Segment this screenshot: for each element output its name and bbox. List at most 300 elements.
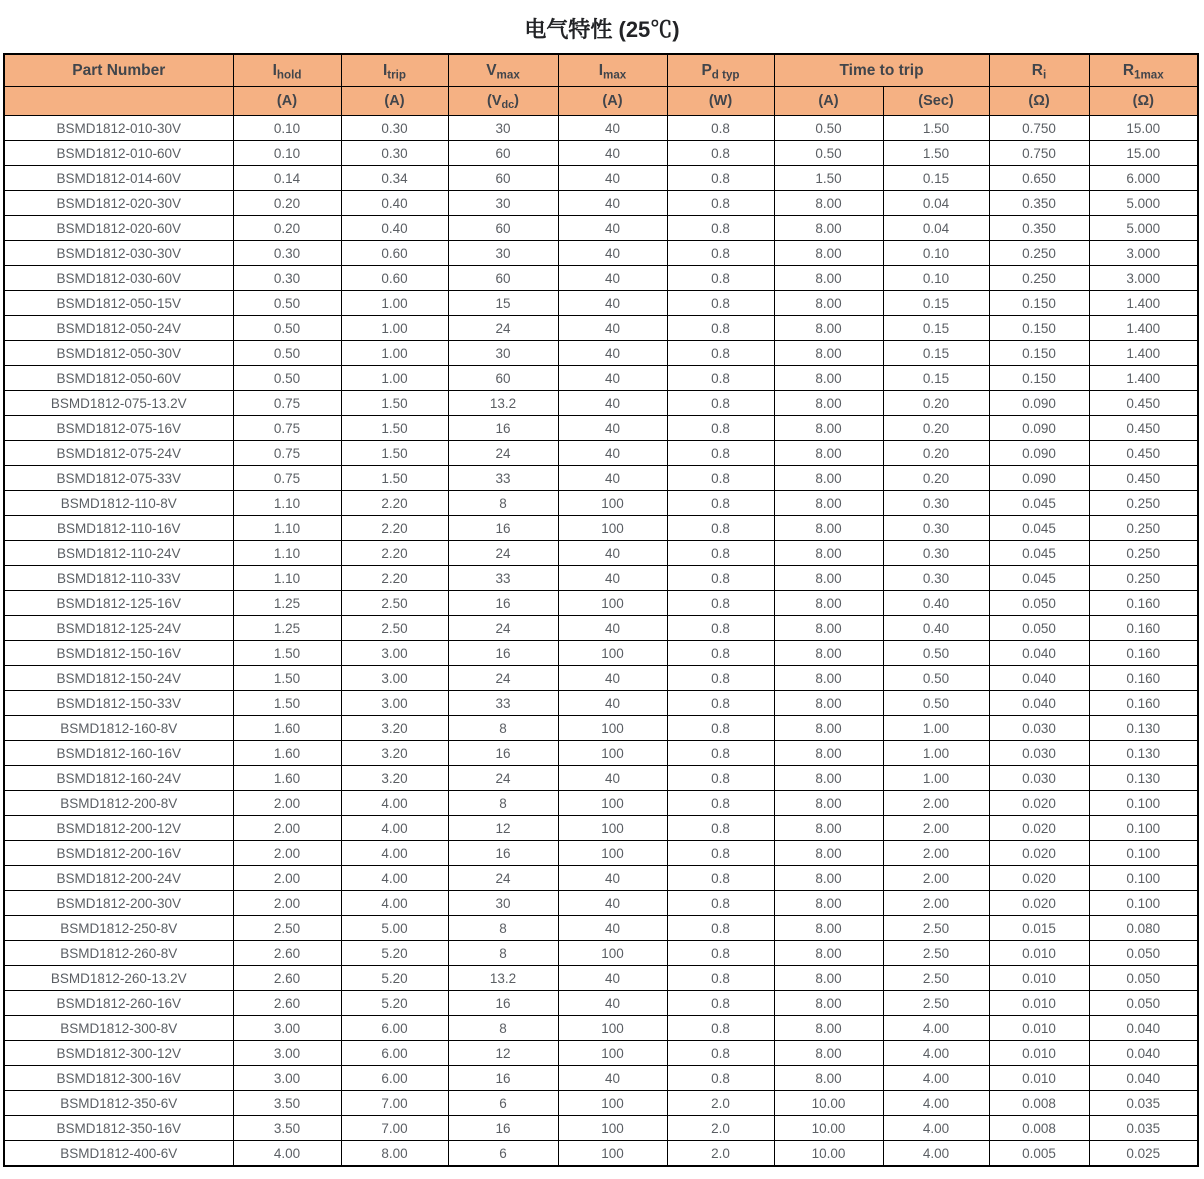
value-cell: 6.00 (341, 1041, 448, 1066)
value-cell: 0.450 (1089, 416, 1198, 441)
value-cell: 1.00 (341, 291, 448, 316)
value-cell: 0.040 (989, 691, 1089, 716)
value-cell: 0.090 (989, 441, 1089, 466)
value-cell: 4.00 (341, 841, 448, 866)
value-cell: 16 (448, 841, 558, 866)
value-cell: 8.00 (774, 316, 883, 341)
value-cell: 40 (558, 666, 667, 691)
value-cell: 0.8 (667, 666, 774, 691)
value-cell: 0.60 (341, 241, 448, 266)
value-cell: 1.50 (774, 166, 883, 191)
unit-trip-amps (774, 87, 883, 116)
table-row (4, 341, 1198, 366)
value-cell: 0.8 (667, 366, 774, 391)
value-cell: 0.050 (1089, 941, 1198, 966)
value-cell: 0.10 (233, 116, 341, 141)
value-cell: 33 (448, 466, 558, 491)
value-cell: 100 (558, 716, 667, 741)
value-cell: 0.450 (1089, 466, 1198, 491)
value-cell: 5.20 (341, 991, 448, 1016)
part-number-cell: BSMD1812-050-15V (4, 291, 233, 316)
value-cell: 4.00 (883, 1066, 989, 1091)
value-cell: 0.010 (989, 991, 1089, 1016)
value-cell: 8.00 (774, 891, 883, 916)
value-cell: 8 (448, 916, 558, 941)
value-cell: 10.00 (774, 1141, 883, 1167)
value-cell: 0.8 (667, 741, 774, 766)
value-cell: 0.50 (233, 366, 341, 391)
value-cell: 100 (558, 641, 667, 666)
value-cell: 8.00 (774, 391, 883, 416)
value-cell: 0.50 (233, 341, 341, 366)
value-cell: 0.250 (1089, 566, 1198, 591)
value-cell: 4.00 (883, 1141, 989, 1167)
table-row (4, 191, 1198, 216)
value-cell: 0.650 (989, 166, 1089, 191)
value-cell: 1.60 (233, 766, 341, 791)
value-cell: 8.00 (774, 341, 883, 366)
value-cell: 2.20 (341, 566, 448, 591)
value-cell: 24 (448, 866, 558, 891)
value-cell: 8.00 (774, 791, 883, 816)
value-cell: 2.20 (341, 491, 448, 516)
value-cell: 3.50 (233, 1116, 341, 1141)
value-cell: 8.00 (774, 191, 883, 216)
value-cell: 40 (558, 691, 667, 716)
value-cell: 1.400 (1089, 341, 1198, 366)
value-cell: 40 (558, 341, 667, 366)
value-cell: 8.00 (774, 216, 883, 241)
value-cell: 0.040 (1089, 1041, 1198, 1066)
table-row (4, 691, 1198, 716)
value-cell: 0.30 (883, 566, 989, 591)
unit-trip-sec (883, 87, 989, 116)
value-cell: 12 (448, 816, 558, 841)
value-cell: 0.750 (989, 116, 1089, 141)
part-number-cell: BSMD1812-020-30V (4, 191, 233, 216)
table-row (4, 716, 1198, 741)
value-cell: 2.00 (233, 866, 341, 891)
unit-label: (A) (602, 93, 623, 109)
value-cell: 0.8 (667, 491, 774, 516)
value-cell: 0.8 (667, 316, 774, 341)
part-number-cell: BSMD1812-125-24V (4, 616, 233, 641)
value-cell: 4.00 (341, 791, 448, 816)
value-cell: 30 (448, 116, 558, 141)
header-vmax (448, 54, 558, 87)
value-cell: 0.150 (989, 316, 1089, 341)
value-cell: 0.8 (667, 916, 774, 941)
value-cell: 0.8 (667, 216, 774, 241)
value-cell: 100 (558, 841, 667, 866)
unit-pd (667, 87, 774, 116)
value-cell: 0.8 (667, 866, 774, 891)
table-row (4, 241, 1198, 266)
value-cell: 0.050 (1089, 991, 1198, 1016)
value-cell: 0.8 (667, 441, 774, 466)
value-cell: 4.00 (883, 1016, 989, 1041)
value-cell: 2.0 (667, 1116, 774, 1141)
value-cell: 0.40 (341, 191, 448, 216)
value-cell: 40 (558, 166, 667, 191)
table-row (4, 141, 1198, 166)
value-cell: 24 (448, 616, 558, 641)
part-number-cell: BSMD1812-110-16V (4, 516, 233, 541)
value-cell: 0.250 (1089, 491, 1198, 516)
value-cell: 8.00 (774, 491, 883, 516)
value-cell: 0.14 (233, 166, 341, 191)
unit-ihold (233, 87, 341, 116)
table-row (4, 1116, 1198, 1141)
value-cell: 0.050 (989, 616, 1089, 641)
part-number-cell: BSMD1812-030-30V (4, 241, 233, 266)
value-cell: 60 (448, 266, 558, 291)
value-cell: 0.045 (989, 541, 1089, 566)
value-cell: 16 (448, 416, 558, 441)
value-cell: 8 (448, 941, 558, 966)
value-cell: 100 (558, 1041, 667, 1066)
value-cell: 8.00 (774, 966, 883, 991)
value-cell: 0.090 (989, 391, 1089, 416)
value-cell: 16 (448, 1066, 558, 1091)
table-row (4, 366, 1198, 391)
unit-label: (A) (818, 93, 839, 109)
value-cell: 0.30 (233, 266, 341, 291)
value-cell: 1.50 (341, 416, 448, 441)
table-row (4, 966, 1198, 991)
value-cell: 1.50 (233, 691, 341, 716)
value-cell: 40 (558, 1066, 667, 1091)
value-cell: 0.8 (667, 466, 774, 491)
value-cell: 8.00 (774, 441, 883, 466)
value-cell: 8.00 (774, 716, 883, 741)
table-row (4, 666, 1198, 691)
value-cell: 2.20 (341, 541, 448, 566)
unit-label: (A) (384, 93, 405, 109)
value-cell: 0.8 (667, 1041, 774, 1066)
value-cell: 0.8 (667, 141, 774, 166)
value-cell: 24 (448, 441, 558, 466)
part-number-cell: BSMD1812-300-16V (4, 1066, 233, 1091)
electrical-characteristics-table (3, 53, 1199, 1167)
value-cell: 8.00 (774, 291, 883, 316)
value-cell: 16 (448, 1116, 558, 1141)
header-row-symbols (4, 54, 1198, 87)
value-cell: 8.00 (774, 766, 883, 791)
value-cell: 1.10 (233, 516, 341, 541)
value-cell: 8.00 (774, 1016, 883, 1041)
value-cell: 1.00 (883, 741, 989, 766)
value-cell: 5.000 (1089, 191, 1198, 216)
table-row (4, 741, 1198, 766)
value-cell: 2.20 (341, 516, 448, 541)
table-row (4, 1016, 1198, 1041)
value-cell: 0.10 (883, 241, 989, 266)
value-cell: 8.00 (774, 666, 883, 691)
value-cell: 1.00 (341, 341, 448, 366)
value-cell: 0.20 (883, 391, 989, 416)
table-header (4, 54, 1198, 116)
value-cell: 0.030 (989, 766, 1089, 791)
value-cell: 8.00 (774, 591, 883, 616)
value-cell: 0.50 (883, 641, 989, 666)
value-cell: 0.10 (233, 141, 341, 166)
value-cell: 0.100 (1089, 866, 1198, 891)
value-cell: 0.10 (883, 266, 989, 291)
value-cell: 0.15 (883, 166, 989, 191)
value-cell: 0.15 (883, 341, 989, 366)
part-number-cell: BSMD1812-010-60V (4, 141, 233, 166)
value-cell: 2.00 (883, 866, 989, 891)
value-cell: 13.2 (448, 966, 558, 991)
value-cell: 0.045 (989, 516, 1089, 541)
value-cell: 0.100 (1089, 841, 1198, 866)
table-row (4, 791, 1198, 816)
value-cell: 0.40 (341, 216, 448, 241)
value-cell: 8.00 (774, 691, 883, 716)
value-cell: 0.080 (1089, 916, 1198, 941)
value-cell: 0.030 (989, 716, 1089, 741)
value-cell: 0.150 (989, 341, 1089, 366)
value-cell: 2.50 (883, 966, 989, 991)
value-cell: 1.50 (341, 466, 448, 491)
value-cell: 0.8 (667, 191, 774, 216)
part-number-cell: BSMD1812-260-16V (4, 991, 233, 1016)
value-cell: 8.00 (774, 566, 883, 591)
value-cell: 0.8 (667, 616, 774, 641)
part-number-cell: BSMD1812-050-30V (4, 341, 233, 366)
value-cell: 40 (558, 241, 667, 266)
value-cell: 0.8 (667, 891, 774, 916)
value-cell: 1.00 (341, 366, 448, 391)
value-cell: 0.04 (883, 216, 989, 241)
value-cell: 6.00 (341, 1066, 448, 1091)
value-cell: 3.00 (233, 1066, 341, 1091)
part-number-cell: BSMD1812-200-30V (4, 891, 233, 916)
value-cell: 8 (448, 716, 558, 741)
value-cell: 0.450 (1089, 441, 1198, 466)
value-cell: 0.75 (233, 416, 341, 441)
table-row (4, 491, 1198, 516)
value-cell: 0.30 (341, 116, 448, 141)
value-cell: 0.010 (989, 941, 1089, 966)
value-cell: 100 (558, 941, 667, 966)
value-cell: 8.00 (774, 991, 883, 1016)
value-cell: 1.25 (233, 591, 341, 616)
value-cell: 0.20 (883, 416, 989, 441)
value-cell: 40 (558, 541, 667, 566)
part-number-cell: BSMD1812-160-8V (4, 716, 233, 741)
value-cell: 8 (448, 791, 558, 816)
value-cell: 3.00 (341, 641, 448, 666)
table-row (4, 841, 1198, 866)
value-cell: 0.010 (989, 1066, 1089, 1091)
value-cell: 0.350 (989, 216, 1089, 241)
header-r1max (1089, 54, 1198, 87)
table-row (4, 1041, 1198, 1066)
value-cell: 0.8 (667, 1066, 774, 1091)
value-cell: 0.010 (989, 1016, 1089, 1041)
value-cell: 8.00 (774, 916, 883, 941)
value-cell: 0.8 (667, 841, 774, 866)
table-row (4, 941, 1198, 966)
part-number-cell: BSMD1812-160-16V (4, 741, 233, 766)
value-cell: 40 (558, 366, 667, 391)
value-cell: 0.8 (667, 541, 774, 566)
value-cell: 16 (448, 591, 558, 616)
value-cell: 8.00 (774, 1066, 883, 1091)
value-cell: 30 (448, 191, 558, 216)
part-number-cell: BSMD1812-260-8V (4, 941, 233, 966)
value-cell: 8.00 (774, 266, 883, 291)
value-cell: 0.450 (1089, 391, 1198, 416)
value-cell: 0.75 (233, 466, 341, 491)
value-cell: 2.60 (233, 966, 341, 991)
part-number-cell: BSMD1812-075-24V (4, 441, 233, 466)
value-cell: 1.00 (883, 766, 989, 791)
value-cell: 100 (558, 816, 667, 841)
value-cell: 5.00 (341, 916, 448, 941)
value-cell: 0.20 (233, 191, 341, 216)
table-row (4, 316, 1198, 341)
value-cell: 2.00 (883, 891, 989, 916)
value-cell: 3.20 (341, 741, 448, 766)
header-subscript: d typ (711, 67, 740, 81)
value-cell: 40 (558, 466, 667, 491)
part-number-cell: BSMD1812-260-13.2V (4, 966, 233, 991)
value-cell: 2.00 (233, 841, 341, 866)
table-row (4, 466, 1198, 491)
value-cell: 0.100 (1089, 891, 1198, 916)
table-row (4, 991, 1198, 1016)
value-cell: 0.160 (1089, 666, 1198, 691)
value-cell: 100 (558, 516, 667, 541)
value-cell: 0.8 (667, 1016, 774, 1041)
value-cell: 2.60 (233, 991, 341, 1016)
value-cell: 0.8 (667, 966, 774, 991)
value-cell: 1.60 (233, 716, 341, 741)
part-number-cell: BSMD1812-075-16V (4, 416, 233, 441)
header-label: I (272, 61, 277, 79)
value-cell: 4.00 (233, 1141, 341, 1167)
value-cell: 8.00 (774, 416, 883, 441)
value-cell: 0.020 (989, 816, 1089, 841)
value-cell: 100 (558, 591, 667, 616)
value-cell: 0.40 (883, 616, 989, 641)
value-cell: 30 (448, 891, 558, 916)
value-cell: 40 (558, 116, 667, 141)
value-cell: 40 (558, 441, 667, 466)
value-cell: 0.8 (667, 416, 774, 441)
value-cell: 3.00 (233, 1041, 341, 1066)
part-number-cell: BSMD1812-200-24V (4, 866, 233, 891)
value-cell: 2.00 (883, 841, 989, 866)
value-cell: 0.150 (989, 291, 1089, 316)
value-cell: 0.150 (989, 366, 1089, 391)
value-cell: 4.00 (883, 1091, 989, 1116)
unit-label: (Sec) (918, 93, 954, 109)
value-cell: 0.020 (989, 791, 1089, 816)
value-cell: 40 (558, 891, 667, 916)
value-cell: 0.020 (989, 866, 1089, 891)
value-cell: 13.2 (448, 391, 558, 416)
table-row (4, 1066, 1198, 1091)
value-cell: 1.400 (1089, 316, 1198, 341)
header-time-to-trip (774, 54, 989, 87)
value-cell: 40 (558, 991, 667, 1016)
value-cell: 2.50 (233, 916, 341, 941)
value-cell: 0.75 (233, 441, 341, 466)
table-row (4, 1141, 1198, 1167)
value-cell: 15.00 (1089, 141, 1198, 166)
table-row (4, 291, 1198, 316)
value-cell: 1.400 (1089, 366, 1198, 391)
value-cell: 8.00 (774, 641, 883, 666)
value-cell: 0.8 (667, 166, 774, 191)
value-cell: 0.8 (667, 116, 774, 141)
value-cell: 2.50 (883, 916, 989, 941)
value-cell: 0.100 (1089, 816, 1198, 841)
value-cell: 8.00 (774, 516, 883, 541)
value-cell: 0.250 (989, 241, 1089, 266)
value-cell: 0.30 (883, 516, 989, 541)
value-cell: 0.04 (883, 191, 989, 216)
header-subscript: max (603, 67, 627, 81)
value-cell: 1.50 (233, 666, 341, 691)
value-cell: 24 (448, 666, 558, 691)
table-row (4, 816, 1198, 841)
value-cell: 60 (448, 166, 558, 191)
header-subscript: trip (387, 67, 406, 81)
part-number-cell: BSMD1812-200-8V (4, 791, 233, 816)
value-cell: 0.30 (233, 241, 341, 266)
value-cell: 0.040 (989, 666, 1089, 691)
value-cell: 0.50 (233, 316, 341, 341)
value-cell: 0.20 (883, 466, 989, 491)
table-row (4, 591, 1198, 616)
value-cell: 0.010 (989, 1041, 1089, 1066)
header-ri (989, 54, 1089, 87)
value-cell: 8.00 (774, 866, 883, 891)
value-cell: 0.15 (883, 291, 989, 316)
value-cell: 6.00 (341, 1016, 448, 1041)
value-cell: 8.00 (341, 1141, 448, 1167)
value-cell: 0.030 (989, 741, 1089, 766)
value-cell: 1.60 (233, 741, 341, 766)
value-cell: 100 (558, 1091, 667, 1116)
unit-itrip (341, 87, 448, 116)
value-cell: 40 (558, 216, 667, 241)
part-number-cell: BSMD1812-050-24V (4, 316, 233, 341)
value-cell: 0.50 (774, 116, 883, 141)
value-cell: 0.130 (1089, 741, 1198, 766)
table-row (4, 566, 1198, 591)
value-cell: 0.50 (883, 691, 989, 716)
unit-imax (558, 87, 667, 116)
value-cell: 0.8 (667, 816, 774, 841)
table-row (4, 441, 1198, 466)
value-cell: 0.160 (1089, 691, 1198, 716)
unit-vmax (448, 87, 558, 116)
value-cell: 1.00 (341, 316, 448, 341)
table-row (4, 166, 1198, 191)
value-cell: 100 (558, 741, 667, 766)
header-itrip (341, 54, 448, 87)
header-pd-typ (667, 54, 774, 87)
value-cell: 60 (448, 141, 558, 166)
value-cell: 0.20 (233, 216, 341, 241)
value-cell: 4.00 (341, 816, 448, 841)
